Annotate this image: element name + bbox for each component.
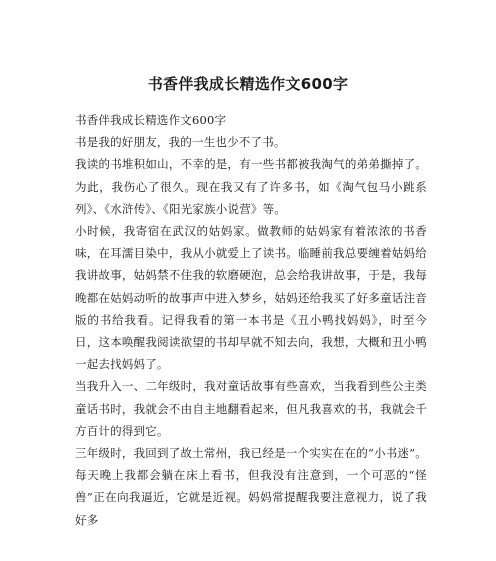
paragraph: 当我升入一、二年级时，我对童话故事有些喜欢，当我看到些公主类童话书时，我就会不由自主地翻看起来，但凡我喜欢的书，我就会千方百计的得到它。 (75, 379, 427, 438)
paragraph: 书是我的好朋友，我的一生也少不了书。 (75, 135, 286, 150)
paragraph: 小时候，我寄宿在武汉的姑妈家。做教师的姑妈家有着浓浓的书香味，在耳濡目染中，我从小就爱上了读书。临睡前我总要缠着姑妈给我讲故事，姑妈禁不住我的软磨硬泡，总会给我讲故事，于是，我每晚都在姑妈动听的故事声中进入梦乡，姑妈还给我买了好多童话注音版的书给我看。记得我看的第一本书是《丑小鸭找妈妈》，时至今日，这本唤醒我阅读欲望的书却早就不知去向，我想，大概和丑小鸭一起去找妈妈了。 (75, 224, 427, 372)
article-title: 书香伴我成长精选作文600字 (147, 75, 349, 93)
article-body (75, 109, 427, 531)
paragraph: 三年级时，我回到了故土常州，我已经是一个实实在在的“小书迷”。每天晚上我都会躺在床上看书，但我没有注意到，一个可恶的“怪兽”正在向我逼近，它就是近视。妈妈常提醒我要注意视力，说了我好多 (75, 446, 427, 527)
paragraph: 我读的书堆积如山，不幸的是，有一些书都被我淘气的弟弟撕掉了。为此，我伤心了很久。现在我又有了许多书，如《淘气包马小跳系列》、《水浒传》、《阳光家族小说营》等。 (75, 157, 427, 216)
paragraph-subtitle: 书香伴我成长精选作文600字 (75, 113, 227, 127)
